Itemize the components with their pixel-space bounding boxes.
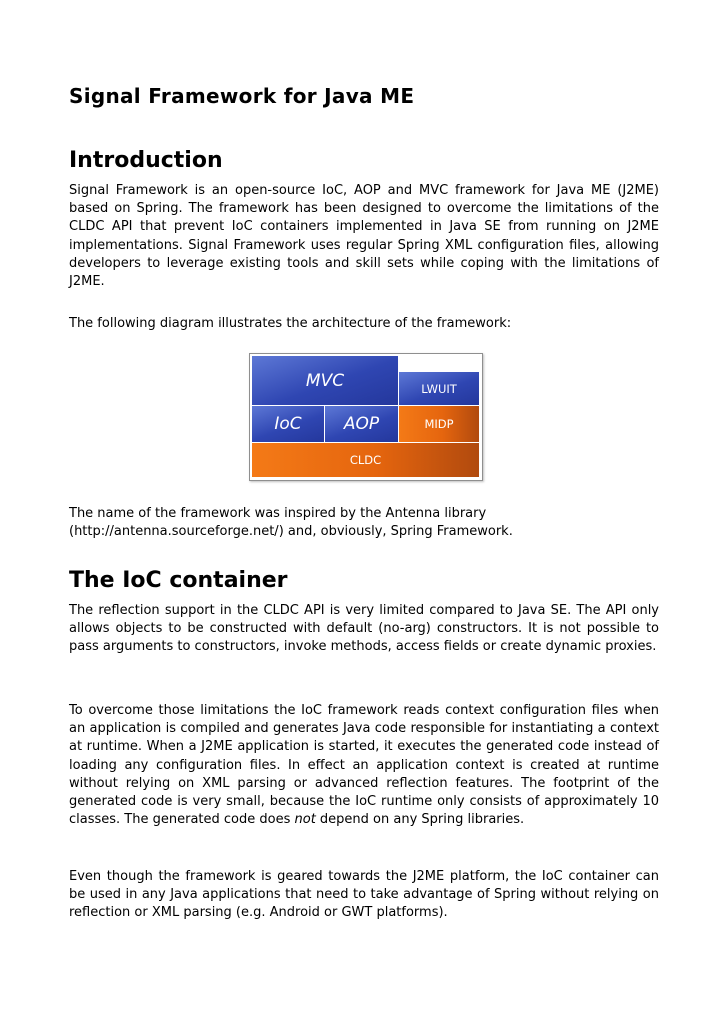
limitations-text: To overcome those limitations the IoC framework reads context configuration files when an application is compiled and generates Java code responsible for instantiating a context at runtime. When a J2ME application is started, it executes the generated code instead of loading any configuration files. In effect an application context is created at runtime without relying on XML parsing or advanced reflection features. The footprint of the generated code is very small, because the IoC runtime only consists of approximately 10 classes. The generated code does — [69, 703, 659, 828]
diagram-label-ioc: IoC — [274, 414, 302, 434]
diagram-label-aop: AOP — [343, 414, 380, 434]
diagram-block-ioc — [252, 406, 324, 442]
diagram-label-midp: MIDP — [424, 417, 454, 431]
diagram-block-midp — [399, 406, 479, 442]
diagram-block-mvc — [252, 356, 398, 405]
diagram-intro-paragraph: The following diagram illustrates the architecture of the framework: — [69, 316, 512, 331]
not-emphasis: not — [294, 812, 316, 828]
introduction-paragraph: Signal Framework is an open-source IoC, AOP and MVC framework for Java ME (J2ME) based on Spring. The framework has been designed to overcome the limitations of the CLDC API that prevent IoC containers implemented in Java SE from running on J2ME implementations. Signal Framework uses regular Spring XML configuration files, allowing developers to leverage existing tools and skill sets while coping with the limitations of J2ME. — [69, 183, 659, 290]
limitations-paragraph — [69, 702, 659, 829]
document-title: Signal Framework for Java ME — [69, 84, 415, 108]
diagram-label-mvc: MVC — [305, 370, 345, 391]
diagram-label-lwuit: LWUIT — [421, 381, 457, 396]
diagram-label-cldc: CLDC — [349, 453, 382, 467]
reflection-paragraph: The reflection support in the CLDC API is very limited compared to Java SE. The API only allows objects to be constructed with default (no-arg) constructors. It is not possible to pass arguments to constructors, invoke methods, access fields or create dynamic proxies. — [69, 603, 659, 655]
limitations-text-end: depend on any Spring libraries. — [315, 812, 525, 828]
name-origin-paragraph: The name of the framework was inspired by the Antenna library (http://antenna.sourceforge.net/) and, obviously, Spring Framework. — [69, 506, 513, 540]
diagram-block-lwuit — [399, 372, 479, 405]
introduction-heading: Introduction — [69, 148, 223, 173]
architecture-diagram — [249, 353, 483, 481]
platform-paragraph: Even though the framework is geared towards the J2ME platform, the IoC container can be used in any Java applications that need to take advantage of Spring without relying on reflection or XML parsing (e.g. Android or GWT platforms). — [69, 869, 659, 921]
diagram-block-cldc — [252, 443, 479, 477]
ioc-container-heading: The IoC container — [69, 568, 288, 593]
diagram-block-aop — [325, 406, 398, 442]
